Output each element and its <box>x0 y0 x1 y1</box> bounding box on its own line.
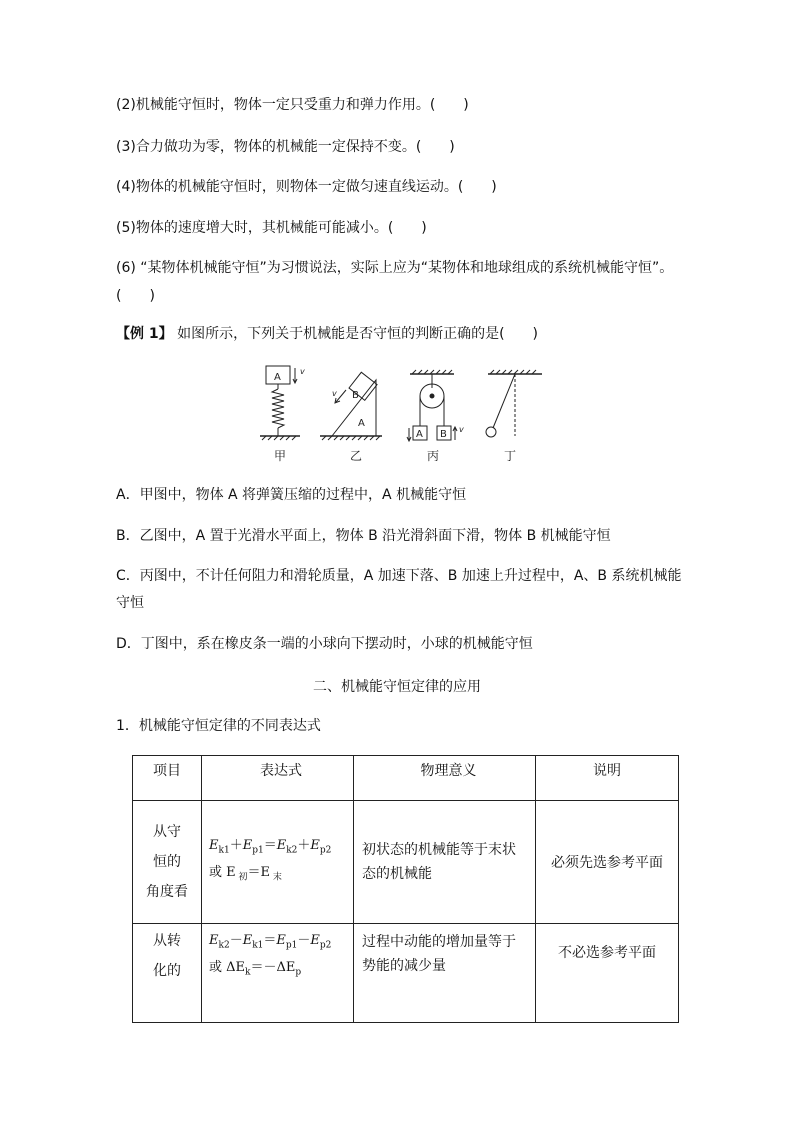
statement-2: (2)机械能守恒时，物体一定只受重力和弹力作用。( ) <box>116 97 469 113</box>
note-conversion: 不必选参考平面 <box>536 924 679 1023</box>
example-text: 如图所示，下列关于机械能是否守恒的判断正确的是( ) <box>172 326 538 342</box>
row-label-conversion: 从转 化的 <box>133 924 202 1023</box>
header-meaning: 物理意义 <box>354 756 536 801</box>
statement-6: (6) “某物体机械能守恒”为习惯说法，实际上应为“某物体和地球组成的系统机械能守恒”。 <box>116 260 674 276</box>
example-question <box>116 324 538 344</box>
label-b-bing: B <box>440 429 447 440</box>
figure-yi <box>320 372 382 440</box>
label-a-bing: A <box>416 429 423 440</box>
expression-table <box>132 755 679 1023</box>
header-item: 项目 <box>133 756 202 801</box>
rubber-band <box>493 374 515 428</box>
figure-ding <box>486 370 542 437</box>
formula-conversion: $E_{k2}-E_{k1}=E_{p1}-E_{p2}$ 或 $\Delta E_k=-\Delta E_p$ <box>202 924 354 1023</box>
velocity-arrow-yi <box>336 390 346 402</box>
option-d: D．丁图中，系在橡皮条一端的小球向下摆动时，小球的机械能守恒 <box>116 636 533 652</box>
example-tag: 【例 1】 <box>116 326 173 342</box>
option-b: B．乙图中，A 置于光滑水平面上，物体 B 沿光滑斜面下滑，物体 B 机械能守恒 <box>116 528 611 544</box>
header-expression: 表达式 <box>202 756 354 801</box>
table-row <box>133 924 679 1023</box>
label-a-yi: A <box>358 418 365 429</box>
statement-6-blank: ( ) <box>116 288 155 304</box>
label-v-yi: v <box>332 389 337 398</box>
note-conservation: 必须先选参考平面 <box>536 801 679 924</box>
label-b-yi: B <box>352 390 359 401</box>
label-a-jia: A <box>274 372 281 383</box>
section-title: 二、机械能守恒定律的应用 <box>313 679 481 695</box>
formula-conservation: $E_{k1}+E_{p1}=E_{k2}+E_{p2}$ 或 E $_初$＝E $_末$ <box>202 801 354 924</box>
label-v-bing: v <box>459 425 464 434</box>
table-row <box>133 801 679 924</box>
header-note: 说明 <box>536 756 679 801</box>
option-c-continued: 守恒 <box>116 595 144 611</box>
figure-bing <box>407 370 457 441</box>
caption-yi: 乙 <box>350 449 363 463</box>
meaning-conservation: 初状态的机械能等于末状 态的机械能 <box>354 801 536 924</box>
statement-3: (3)合力做功为零，物体的机械能一定保持不变。( ) <box>116 139 455 155</box>
caption-bing: 丙 <box>427 449 440 463</box>
caption-jia: 甲 <box>274 449 287 463</box>
wedge-a <box>332 380 376 436</box>
row-label-conservation: 从守 恒的 角度看 <box>133 801 202 924</box>
ball <box>486 427 496 437</box>
option-c: C．丙图中，不计任何阻力和滑轮质量，A 加速下落、B 加速上升过程中，A、B 系统机械能 <box>116 568 682 584</box>
subsection-title: 1．机械能守恒定律的不同表达式 <box>116 718 321 734</box>
meaning-conversion: 过程中动能的增加量等于 势能的减少量 <box>354 924 536 1023</box>
table-header-row <box>133 756 679 801</box>
statement-4: (4)物体的机械能守恒时，则物体一定做匀速直线运动。( ) <box>116 179 497 195</box>
caption-ding: 丁 <box>504 449 517 463</box>
label-v-jia: v <box>300 367 305 376</box>
statement-5: (5)物体的速度增大时，其机械能可能减小。( ) <box>116 220 427 236</box>
option-a: A．甲图中，物体 A 将弹簧压缩的过程中，A 机械能守恒 <box>116 487 467 503</box>
mechanics-figure <box>252 360 552 468</box>
